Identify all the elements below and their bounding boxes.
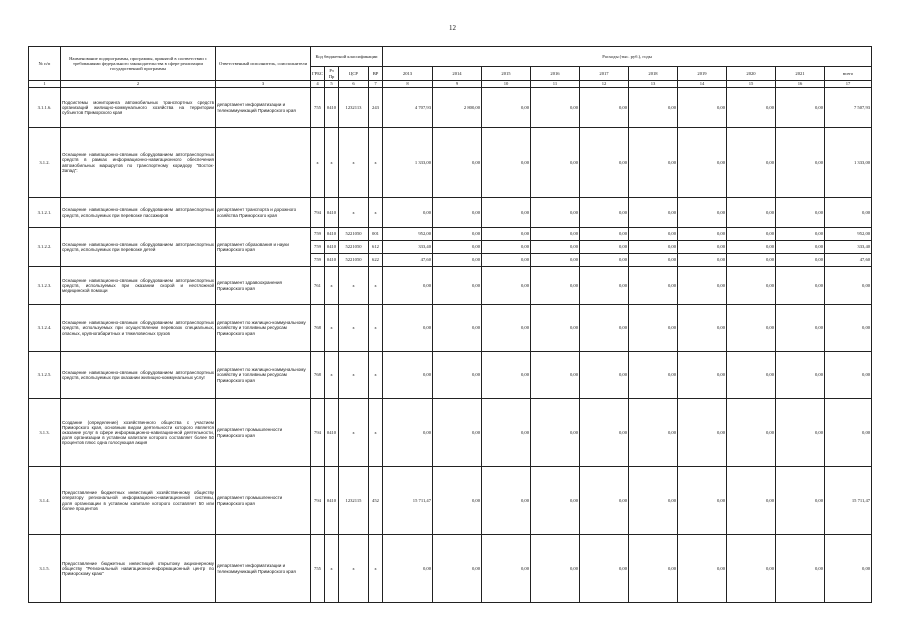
column-number: 4 <box>311 81 325 88</box>
expense-value: 333,40 <box>825 241 872 254</box>
expense-value: 0,00 <box>433 399 482 467</box>
expense-value: 0,00 <box>678 535 727 603</box>
expense-value: 0,00 <box>629 467 678 535</box>
grbs-cell: 755 <box>311 88 325 128</box>
header-year: 2017 <box>580 67 629 81</box>
expense-value: 0,00 <box>383 535 433 603</box>
grbs-cell: 794 <box>311 198 325 228</box>
column-number: 1 <box>29 81 61 88</box>
expense-value: 0,00 <box>531 254 580 267</box>
row-number: 3.1.3. <box>29 399 61 467</box>
rzpr-cell: 0410 <box>325 467 339 535</box>
header-year: 2020 <box>727 67 776 81</box>
expense-value: 0,00 <box>383 352 433 399</box>
row-executor: департамент информатизации и телекоммуникаций Приморского края <box>216 535 311 603</box>
expense-value: 0,00 <box>433 254 482 267</box>
table-row <box>29 305 872 352</box>
expense-value: 0,00 <box>776 228 825 241</box>
header-year: 2016 <box>531 67 580 81</box>
expense-value: 0,00 <box>531 535 580 603</box>
expense-value: 952,00 <box>825 228 872 241</box>
expense-value: 0,00 <box>580 305 629 352</box>
header-year: 2019 <box>678 67 727 81</box>
expense-value: 47,60 <box>383 254 433 267</box>
expense-value: 0,00 <box>433 352 482 399</box>
csr-cell: х <box>339 305 369 352</box>
table-row <box>29 228 872 241</box>
expense-value: 47,60 <box>825 254 872 267</box>
expense-value: 0,00 <box>383 399 433 467</box>
expense-value: 0,00 <box>776 305 825 352</box>
table-row <box>29 352 872 399</box>
grbs-cell: 794 <box>311 399 325 467</box>
expense-value: 0,00 <box>531 305 580 352</box>
expense-value: 0,00 <box>580 467 629 535</box>
vr-cell: 001 <box>369 228 383 241</box>
expense-value: 0,00 <box>629 267 678 305</box>
row-executor: департамент образования и науки Приморского края <box>216 228 311 267</box>
expense-value: 0,00 <box>629 198 678 228</box>
vr-cell: 243 <box>369 88 383 128</box>
grbs-cell: 759 <box>311 241 325 254</box>
row-number: 3.1.2.2. <box>29 228 61 267</box>
expense-value: 0,00 <box>482 467 531 535</box>
expense-value: 0,00 <box>482 399 531 467</box>
expense-value: 0,00 <box>678 198 727 228</box>
row-executor: департамент здравоохранения Приморского края <box>216 267 311 305</box>
column-number: 14 <box>678 81 727 88</box>
expense-value: 0,00 <box>482 267 531 305</box>
rzpr-cell: 0410 <box>325 254 339 267</box>
csr-cell: х <box>339 128 369 198</box>
expense-value: 0,00 <box>678 352 727 399</box>
expense-value: 0,00 <box>727 399 776 467</box>
expense-value: 333,40 <box>383 241 433 254</box>
expense-value: 0,00 <box>433 535 482 603</box>
row-executor: департамент информатизации и телекоммуникаций Приморского края <box>216 88 311 128</box>
row-name: Оснащение навигационно-связным оборудованием автотранспортных средств, используемых при оказании жилищно-коммунальных услуг <box>61 352 216 399</box>
expense-value: 0,00 <box>776 254 825 267</box>
row-executor: департамент промышленности Приморского края <box>216 467 311 535</box>
vr-cell: х <box>369 198 383 228</box>
column-number: 16 <box>776 81 825 88</box>
page-number: 12 <box>449 24 456 32</box>
header-year: всего <box>825 67 872 81</box>
expense-value: 0,00 <box>776 352 825 399</box>
rzpr-cell: х <box>325 267 339 305</box>
expense-value: 0,00 <box>531 228 580 241</box>
expense-value: 0,00 <box>727 267 776 305</box>
expense-value: 0,00 <box>580 128 629 198</box>
column-number: 13 <box>629 81 678 88</box>
header-name: Наименование подпрограммы, программы, принятой в соответствии с требованиями федерального законодательства в сфере реализации государственной программы <box>61 47 216 81</box>
expense-value: 0,00 <box>580 88 629 128</box>
csr-cell: 1232113 <box>339 88 369 128</box>
expense-value: 7 507,93 <box>825 88 872 128</box>
expense-value: 0,00 <box>433 128 482 198</box>
expense-value: 0,00 <box>727 128 776 198</box>
row-executor: департамент по жилищно-коммунальному хозяйству и топливным ресурсам Приморского края <box>216 352 311 399</box>
row-name: Подсистемы мониторинга автомобильных транспортных средств организаций жилищно-коммунального хозяйства на территории субъектов Приморского края <box>61 88 216 128</box>
expense-value: 0,00 <box>629 88 678 128</box>
header-expenses-group: Расходы (тыс. руб.), годы <box>383 47 872 67</box>
table-row <box>29 88 872 128</box>
expense-value: 0,00 <box>678 254 727 267</box>
grbs-cell: 768 <box>311 305 325 352</box>
expense-value: 0,00 <box>727 467 776 535</box>
expense-value: 2 800,00 <box>433 88 482 128</box>
expense-value: 0,00 <box>727 241 776 254</box>
expense-value: 0,00 <box>531 198 580 228</box>
column-number: 6 <box>339 81 369 88</box>
csr-cell: 5221050 <box>339 228 369 241</box>
expense-value: 0,00 <box>580 535 629 603</box>
rzpr-cell: 0410 <box>325 88 339 128</box>
expense-value: 0,00 <box>383 198 433 228</box>
expense-value: 0,00 <box>482 241 531 254</box>
expense-value: 0,00 <box>482 128 531 198</box>
expense-value: 0,00 <box>482 88 531 128</box>
expense-value: 0,00 <box>580 228 629 241</box>
column-number: 10 <box>482 81 531 88</box>
column-number: 5 <box>325 81 339 88</box>
expense-value: 0,00 <box>629 241 678 254</box>
csr-cell: 1232115 <box>339 467 369 535</box>
rzpr-cell: 0410 <box>325 399 339 467</box>
vr-cell: х <box>369 128 383 198</box>
table-row <box>29 467 872 535</box>
expense-value: 0,00 <box>825 305 872 352</box>
header-code-col: ГРБС <box>311 67 325 81</box>
header-year: 2015 <box>482 67 531 81</box>
expense-value: 0,00 <box>727 198 776 228</box>
rzpr-cell: х <box>325 128 339 198</box>
grbs-cell: 755 <box>311 535 325 603</box>
row-name: Предоставление бюджетных инвестиций открытому акционерному обществу "Региональный навигационно-информационный центр по Приморскому краю" <box>61 535 216 603</box>
expense-value: 0,00 <box>580 352 629 399</box>
expense-value: 0,00 <box>727 254 776 267</box>
expense-value: 0,00 <box>727 535 776 603</box>
vr-cell: 612 <box>369 241 383 254</box>
expense-value: 0,00 <box>678 467 727 535</box>
csr-cell: х <box>339 198 369 228</box>
expense-value: 0,00 <box>482 352 531 399</box>
grbs-cell: х <box>311 128 325 198</box>
expense-value: 0,00 <box>580 399 629 467</box>
csr-cell: х <box>339 399 369 467</box>
expense-value: 0,00 <box>531 352 580 399</box>
expense-value: 15 711,47 <box>825 467 872 535</box>
header-code-col: ЦСР <box>339 67 369 81</box>
expense-value: 0,00 <box>776 267 825 305</box>
expense-value: 0,00 <box>629 254 678 267</box>
expense-value: 0,00 <box>433 305 482 352</box>
header-year: 2013 <box>383 67 433 81</box>
row-number: 3.1.5. <box>29 535 61 603</box>
row-name: Оснащение навигационно-связным оборудованием автотранспортных средств, используемых при оказании скорой и неотложной медицинской помощи <box>61 267 216 305</box>
table-row <box>29 198 872 228</box>
header-year: 2021 <box>776 67 825 81</box>
table-row <box>29 399 872 467</box>
grbs-cell: 759 <box>311 254 325 267</box>
expense-value: 15 711,47 <box>383 467 433 535</box>
expense-value: 0,00 <box>776 467 825 535</box>
expense-value: 0,00 <box>482 254 531 267</box>
expense-value: 0,00 <box>531 88 580 128</box>
column-number: 12 <box>580 81 629 88</box>
row-executor <box>216 128 311 198</box>
expense-value: 0,00 <box>629 128 678 198</box>
column-number: 17 <box>825 81 872 88</box>
header-year: 2014 <box>433 67 482 81</box>
vr-cell: х <box>369 399 383 467</box>
expense-value: 0,00 <box>727 305 776 352</box>
expense-value: 0,00 <box>580 241 629 254</box>
grbs-cell: 768 <box>311 352 325 399</box>
expense-value: 0,00 <box>383 267 433 305</box>
row-name: Оснащение навигационно-связным оборудованием автотранспортных средств в рамках информационно-навигационного обеспечения автомобильных маршрутов по транспортному коридору "Восток- Запад": <box>61 128 216 198</box>
expense-value: 0,00 <box>678 399 727 467</box>
table-row <box>29 267 872 305</box>
csr-cell: 5221050 <box>339 241 369 254</box>
budget-table <box>28 46 872 603</box>
expense-value: 0,00 <box>383 305 433 352</box>
grbs-cell: 759 <box>311 228 325 241</box>
row-number: 3.1.2. <box>29 128 61 198</box>
rzpr-cell: х <box>325 352 339 399</box>
expense-value: 0,00 <box>825 198 872 228</box>
expense-value: 0,00 <box>825 535 872 603</box>
expense-value: 0,00 <box>433 267 482 305</box>
row-name: Оснащение навигационно-связным оборудованием автотранспортных средств, используемых при перевозке детей <box>61 228 216 267</box>
rzpr-cell: 0410 <box>325 198 339 228</box>
expense-value: 0,00 <box>433 198 482 228</box>
header-year: 2018 <box>629 67 678 81</box>
row-number: 3.1.2.3. <box>29 267 61 305</box>
expense-value: 1 333,00 <box>383 128 433 198</box>
expense-value: 0,00 <box>482 305 531 352</box>
row-number: 3.1.2.4. <box>29 305 61 352</box>
expense-value: 0,00 <box>776 399 825 467</box>
vr-cell: х <box>369 267 383 305</box>
expense-value: 0,00 <box>776 241 825 254</box>
row-number: 3.1.1.6. <box>29 88 61 128</box>
header-code-col: Рз Пр <box>325 67 339 81</box>
csr-cell: х <box>339 352 369 399</box>
row-name: Создание (определение) хозяйственного общества с участием Приморского края, основным видом деятельности которого является оказание услуг в сфере информационно-навигационной деятельности, доля организации в уставном капитале которого составляет более 50 процентов плюс одна голосующая акция <box>61 399 216 467</box>
rzpr-cell: 0410 <box>325 228 339 241</box>
header-exec: Ответственный исполнитель, соисполнители <box>216 47 311 81</box>
expense-value: 0,00 <box>825 267 872 305</box>
expense-value: 0,00 <box>678 88 727 128</box>
table-row <box>29 535 872 603</box>
header-code-group: Код бюджетной классификации <box>311 47 383 67</box>
expense-value: 0,00 <box>580 198 629 228</box>
expense-value: 0,00 <box>531 399 580 467</box>
expense-value: 0,00 <box>678 228 727 241</box>
expense-value: 0,00 <box>433 467 482 535</box>
expense-value: 0,00 <box>727 352 776 399</box>
expense-value: 0,00 <box>433 241 482 254</box>
header-num: № п/п <box>29 47 61 81</box>
rzpr-cell: 0410 <box>325 241 339 254</box>
row-executor: департамент по жилищно-коммунальному хозяйству и топливным ресурсам Приморского края <box>216 305 311 352</box>
expense-value: 0,00 <box>825 352 872 399</box>
expense-value: 0,00 <box>531 128 580 198</box>
row-name: Оснащение навигационно-связным оборудованием автотранспортных средств, используемых при перевозке пассажиров <box>61 198 216 228</box>
expense-value: 0,00 <box>825 399 872 467</box>
expense-value: 0,00 <box>727 228 776 241</box>
expense-value: 0,00 <box>580 267 629 305</box>
column-number: 8 <box>383 81 433 88</box>
expense-value: 0,00 <box>482 535 531 603</box>
row-executor: департамент промышленности Приморского края <box>216 399 311 467</box>
expense-value: 0,00 <box>776 198 825 228</box>
expense-value: 4 707,93 <box>383 88 433 128</box>
expense-value: 0,00 <box>678 128 727 198</box>
grbs-cell: 794 <box>311 467 325 535</box>
expense-value: 0,00 <box>580 254 629 267</box>
row-number: 3.1.2.1. <box>29 198 61 228</box>
expense-value: 952,00 <box>383 228 433 241</box>
column-number: 7 <box>369 81 383 88</box>
column-number: 2 <box>61 81 216 88</box>
expense-value: 0,00 <box>531 241 580 254</box>
expense-value: 1 333,00 <box>825 128 872 198</box>
expense-value: 0,00 <box>433 228 482 241</box>
csr-cell: х <box>339 535 369 603</box>
expense-value: 0,00 <box>629 535 678 603</box>
row-executor: департамент транспорта и дорожного хозяйства Приморского края <box>216 198 311 228</box>
expense-value: 0,00 <box>629 352 678 399</box>
vr-cell: 452 <box>369 467 383 535</box>
rzpr-cell: х <box>325 535 339 603</box>
expense-value: 0,00 <box>776 128 825 198</box>
expense-value: 0,00 <box>678 267 727 305</box>
expense-value: 0,00 <box>776 535 825 603</box>
grbs-cell: 761 <box>311 267 325 305</box>
header-code-col: ВР <box>369 67 383 81</box>
expense-value: 0,00 <box>678 241 727 254</box>
expense-value: 0,00 <box>776 88 825 128</box>
expense-value: 0,00 <box>678 305 727 352</box>
expense-value: 0,00 <box>629 305 678 352</box>
rzpr-cell: х <box>325 305 339 352</box>
table-row <box>29 128 872 198</box>
vr-cell: х <box>369 305 383 352</box>
expense-value: 0,00 <box>629 399 678 467</box>
row-number: 3.1.4. <box>29 467 61 535</box>
column-number: 3 <box>216 81 311 88</box>
expense-value: 0,00 <box>482 198 531 228</box>
vr-cell: 622 <box>369 254 383 267</box>
vr-cell: х <box>369 352 383 399</box>
vr-cell: х <box>369 535 383 603</box>
column-number: 15 <box>727 81 776 88</box>
column-number: 11 <box>531 81 580 88</box>
expense-value: 0,00 <box>727 88 776 128</box>
row-name: Оснащение навигационно-связным оборудованием автотранспортных средств, используемых при осуществлении перевозок специальных, опасных, крупногабаритных и тяжеловесных грузов <box>61 305 216 352</box>
row-number: 3.1.2.5. <box>29 352 61 399</box>
expense-value: 0,00 <box>531 467 580 535</box>
row-name: Предоставление бюджетных инвестиций хозяйственному обществу оператору региональной информационно-навигационной системы, доля организации в уставном капитале которого составляет 50 или более процентов <box>61 467 216 535</box>
column-number: 9 <box>433 81 482 88</box>
csr-cell: 5221050 <box>339 254 369 267</box>
expense-value: 0,00 <box>482 228 531 241</box>
expense-value: 0,00 <box>629 228 678 241</box>
expense-value: 0,00 <box>531 267 580 305</box>
csr-cell: х <box>339 267 369 305</box>
